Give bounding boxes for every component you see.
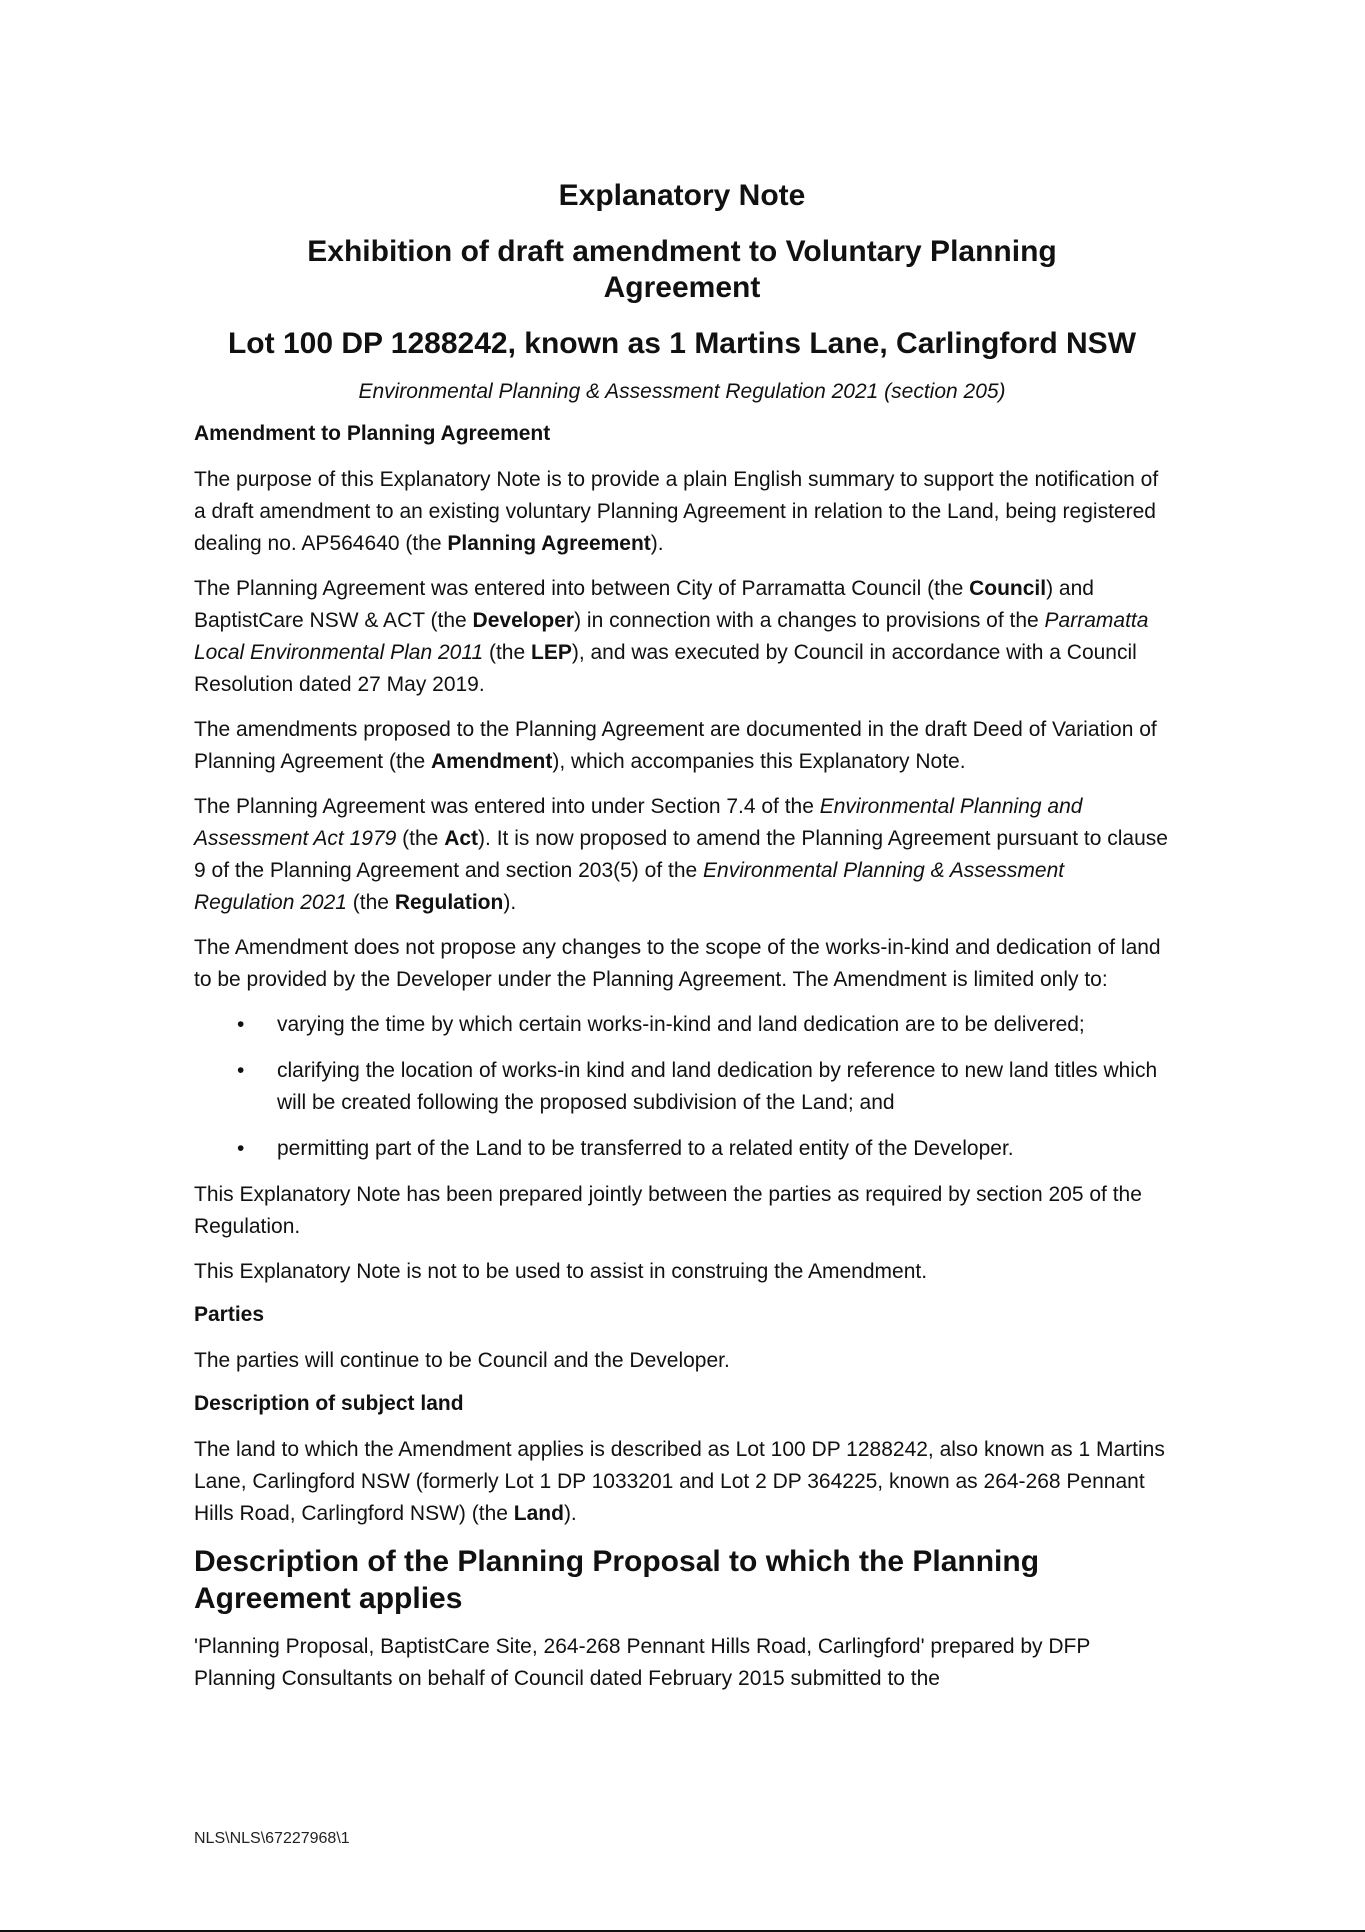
text-run: The purpose of this Explanatory Note is to provide a plain English summary to support the notification of a draft amendment to an existing voluntary Planning Agreement in relation to the Land, being registered dealing no. AP564640 (the xyxy=(194,468,1159,555)
defined-term-lep: LEP xyxy=(531,641,572,664)
text-run: ). It is now proposed to amend the Planning Agreement pursuant to clause 9 of the Planning Agreement and section 203(5) of the xyxy=(194,827,1168,882)
bullet-icon: • xyxy=(237,1013,245,1036)
defined-term-act: Act xyxy=(444,827,479,850)
defined-term-planning-agreement: Planning Agreement xyxy=(447,532,651,555)
paragraph-planning-proposal: 'Planning Proposal, BaptistCare Site, 264-268 Pennant Hills Road, Carlingford' prepared by DFP Planning Consultants on behalf of Council dated February 2015 submitted to the xyxy=(194,1635,1090,1690)
list-item-text: permitting part of the Land to be transferred to a related entity of the Developer. xyxy=(277,1137,1014,1160)
text-run: The land to which the Amendment applies is described as Lot 100 DP 1288242, also known as 1 Martins Lane, Carlingford NSW (formerly Lot 1 DP 1033201 and Lot 2 DP 364225, known as 264-268 Pennant Hills Road, Carlingford NSW) (the xyxy=(194,1438,1165,1525)
text-run: ) in connection with a changes to provisions of the xyxy=(574,609,1045,632)
defined-term-regulation: Regulation xyxy=(394,891,504,914)
heading-subject-land: Description of subject land xyxy=(194,1392,464,1415)
plan-title: Parramatta Local Environmental Plan 2011 xyxy=(194,609,1149,664)
amendment-bullet-list xyxy=(194,1009,1170,1165)
text-run: ). xyxy=(563,1502,577,1525)
defined-term-land: Land xyxy=(513,1502,564,1525)
document-title: Explanatory Note xyxy=(558,179,806,212)
paragraph-parties: The parties will continue to be Council and the Developer. xyxy=(194,1349,730,1372)
list-item xyxy=(194,1009,1170,1041)
paragraph-parties-background xyxy=(194,573,1170,701)
regulation-title: Environmental Planning & Assessment Regulation 2021 xyxy=(194,859,1065,914)
paragraph-scope: The Amendment does not propose any changes to the scope of the works-in-kind and dedication of land to be provided by the Developer under the Planning Agreement. The Amendment is limited only to: xyxy=(194,936,1161,991)
list-item-text: clarifying the location of works-in kind and land dedication by reference to new land titles which will be created following the proposed subdivision of the Land; and xyxy=(277,1059,1158,1114)
list-item xyxy=(194,1055,1170,1119)
footer-document-reference: NLS\NLS\67227968\1 xyxy=(194,1830,350,1847)
list-item xyxy=(194,1133,1170,1165)
paragraph-amendments-documented xyxy=(194,714,1170,778)
text-run: ), and was executed by Council in accordance with a Council Resolution dated 27 May 2019. xyxy=(194,641,1137,696)
heading-planning-proposal: Description of the Planning Proposal to which the Planning Agreement applies xyxy=(194,1545,1040,1615)
defined-term-amendment: Amendment xyxy=(431,750,553,773)
text-run: (the xyxy=(346,891,395,914)
text-run: ), which accompanies this Explanatory Note. xyxy=(552,750,966,773)
defined-term-developer: Developer xyxy=(472,609,575,632)
lot-title: Lot 100 DP 1288242, known as 1 Martins Lane, Carlingford NSW xyxy=(227,327,1137,360)
paragraph-subject-land xyxy=(194,1434,1170,1530)
document-body xyxy=(194,178,1170,1708)
paragraph-legislative-basis xyxy=(194,791,1170,919)
act-title: Environmental Planning and Assessment Act 1979 xyxy=(194,795,1083,850)
paragraph-purpose xyxy=(194,464,1170,560)
regulation-reference: Environmental Planning & Assessment Regulation 2021 (section 205) xyxy=(358,380,1006,403)
text-run: ). xyxy=(503,891,517,914)
bullet-icon: • xyxy=(237,1137,245,1160)
paragraph-not-for-construing: This Explanatory Note is not to be used to assist in construing the Amendment. xyxy=(194,1260,928,1283)
heading-parties: Parties xyxy=(194,1303,265,1326)
paragraph-prepared-jointly: This Explanatory Note has been prepared jointly between the parties as required by section 205 of the Regulation. xyxy=(194,1183,1142,1238)
text-run: (the xyxy=(483,641,531,664)
text-run: The Planning Agreement was entered into between City of Parramatta Council (the xyxy=(194,577,970,600)
text-run: The amendments proposed to the Planning Agreement are documented in the draft Deed of Variation of Planning Agreement (the xyxy=(194,718,1157,773)
defined-term-council: Council xyxy=(969,577,1047,600)
text-run: The Planning Agreement was entered into under Section 7.4 of the xyxy=(194,795,820,818)
text-run: (the xyxy=(396,827,445,850)
heading-amendment: Amendment to Planning Agreement xyxy=(194,422,551,445)
text-run: ) and BaptistCare NSW & ACT (the xyxy=(194,577,1094,632)
text-run: ). xyxy=(650,532,664,555)
document-subtitle: Exhibition of draft amendment to Voluntary Planning Agreement xyxy=(307,235,1057,304)
list-item-text: varying the time by which certain works-in-kind and land dedication are to be delivered; xyxy=(277,1013,1085,1036)
bullet-icon: • xyxy=(237,1059,245,1082)
